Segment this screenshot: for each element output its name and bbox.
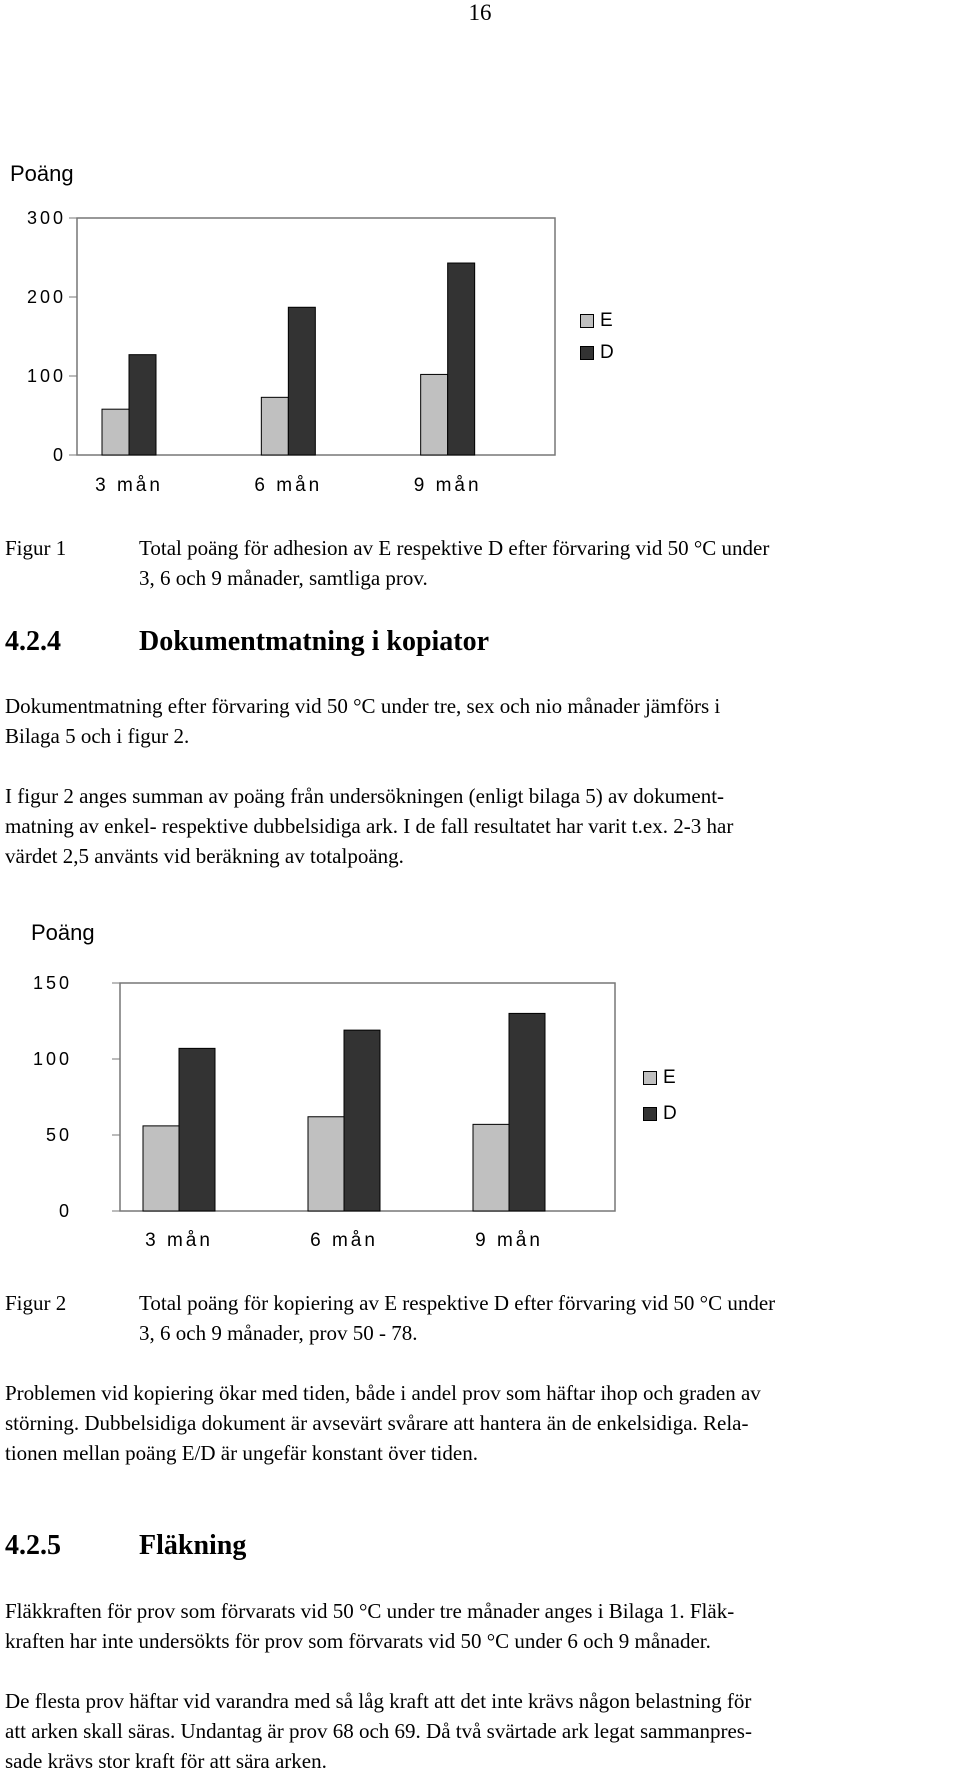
x-category-label: 9 mån	[413, 475, 482, 496]
para-line: Fläkkraften för prov som förvarats vid 50 °C under tre månader anges i Bilaga 1. Fläk-	[5, 1599, 735, 1623]
x-category-label: 3 mån	[95, 475, 163, 496]
results-paragraph	[5, 1378, 955, 1468]
figure2-caption-label: Figur 2	[5, 1291, 67, 1315]
y-tick-label: 200	[26, 287, 66, 307]
legend-label-d: D	[663, 1103, 677, 1124]
section-424-para1	[5, 691, 955, 751]
chart2-legend	[643, 1067, 677, 1125]
section-424-number: 4.2.4	[5, 626, 61, 657]
figure1-caption	[139, 533, 959, 593]
section-424-title: Dokumentmatning i kopiator	[139, 626, 490, 657]
x-category-label: 6 mån	[310, 1230, 378, 1251]
y-tick-label: 100	[32, 1049, 72, 1069]
bar-d	[288, 307, 315, 455]
bar-e	[421, 374, 448, 455]
chart2-ylabel: Poäng	[31, 920, 95, 945]
legend-item-d	[580, 342, 614, 364]
para-line: att arken skall säras. Undantag är prov 68 och 69. Då två svärtade ark legat sammanpres-	[5, 1719, 752, 1743]
legend-swatch-e	[580, 314, 594, 328]
figure1-caption-line1: Total poäng för adhesion av E respektive D efter förvaring vid 50 °C under	[139, 536, 770, 560]
y-tick-label: 0	[58, 1201, 72, 1221]
bar-d	[344, 1030, 380, 1211]
bar-d	[129, 355, 156, 455]
y-tick-label: 50	[45, 1125, 72, 1145]
para-line: I figur 2 anges summan av poäng från undersökningen (enligt bilaga 5) av dokument-	[5, 784, 725, 808]
y-tick-label: 150	[32, 973, 72, 993]
bar-d	[179, 1048, 215, 1211]
legend-item-d	[643, 1103, 677, 1125]
chart1-legend	[580, 310, 614, 364]
section-425-para1	[5, 1596, 955, 1656]
legend-label-e: E	[663, 1067, 676, 1088]
para-line: Problemen vid kopiering ökar med tiden, både i andel prov som häftar ihop och graden av	[5, 1381, 761, 1405]
x-category-label: 6 mån	[254, 475, 323, 496]
para-line: matning av enkel- respektive dubbelsidiga ark. I de fall resultatet har varit t.ex. 2-3 har	[5, 814, 734, 838]
para-line: störning. Dubbelsidiga dokument är avsevärt svårare att hantera än de enkelsidiga. Rela-	[5, 1411, 749, 1435]
page-number: 16	[468, 0, 492, 25]
para-line: sade krävs stor kraft för att sära arken.	[5, 1749, 327, 1773]
bar-d	[448, 263, 475, 455]
para-line: värdet 2,5 använts vid beräkning av totalpoäng.	[5, 844, 404, 868]
section-425-number: 4.2.5	[5, 1530, 61, 1561]
para-line: tionen mellan poäng E/D är ungefär konstant över tiden.	[5, 1441, 478, 1465]
y-tick-label: 100	[26, 366, 66, 386]
figure1-caption-label: Figur 1	[5, 536, 67, 560]
chart2	[0, 960, 640, 1260]
para-line: Dokumentmatning efter förvaring vid 50 °C under tre, sex och nio månader jämförs i	[5, 694, 721, 718]
chart1-ylabel: Poäng	[10, 161, 74, 186]
bar-e	[102, 409, 129, 455]
bar-e	[308, 1117, 344, 1211]
legend-label-d: D	[600, 342, 614, 363]
y-tick-label: 300	[26, 208, 66, 228]
legend-swatch-d	[580, 346, 594, 360]
para-line: De flesta prov häftar vid varandra med så låg kraft att det inte krävs någon belastning för	[5, 1689, 752, 1713]
figure2-caption-line2: 3, 6 och 9 månader, prov 50 - 78.	[139, 1321, 418, 1345]
chart1	[0, 195, 620, 510]
legend-item-e	[580, 310, 614, 332]
x-category-label: 9 mån	[475, 1230, 543, 1251]
legend-swatch-d	[643, 1107, 657, 1121]
bar-e	[261, 397, 288, 455]
legend-swatch-e	[643, 1071, 657, 1085]
section-425-title: Fläkning	[139, 1530, 247, 1561]
para-line: Bilaga 5 och i figur 2.	[5, 724, 190, 748]
section-425-para2	[5, 1686, 955, 1776]
y-tick-label: 0	[52, 445, 66, 465]
legend-label-e: E	[600, 310, 613, 331]
bar-e	[473, 1124, 509, 1211]
bar-e	[143, 1126, 179, 1211]
x-category-label: 3 mån	[145, 1230, 213, 1251]
figure1-caption-line2: 3, 6 och 9 månader, samtliga prov.	[139, 566, 428, 590]
bar-d	[509, 1013, 545, 1211]
legend-item-e	[643, 1067, 677, 1089]
figure2-caption-line1: Total poäng för kopiering av E respektive D efter förvaring vid 50 °C under	[139, 1291, 776, 1315]
para-line: kraften har inte undersökts för prov som förvarats vid 50 °C under 6 och 9 månader.	[5, 1629, 711, 1653]
section-424-para2	[5, 781, 955, 871]
figure2-caption	[139, 1288, 959, 1348]
